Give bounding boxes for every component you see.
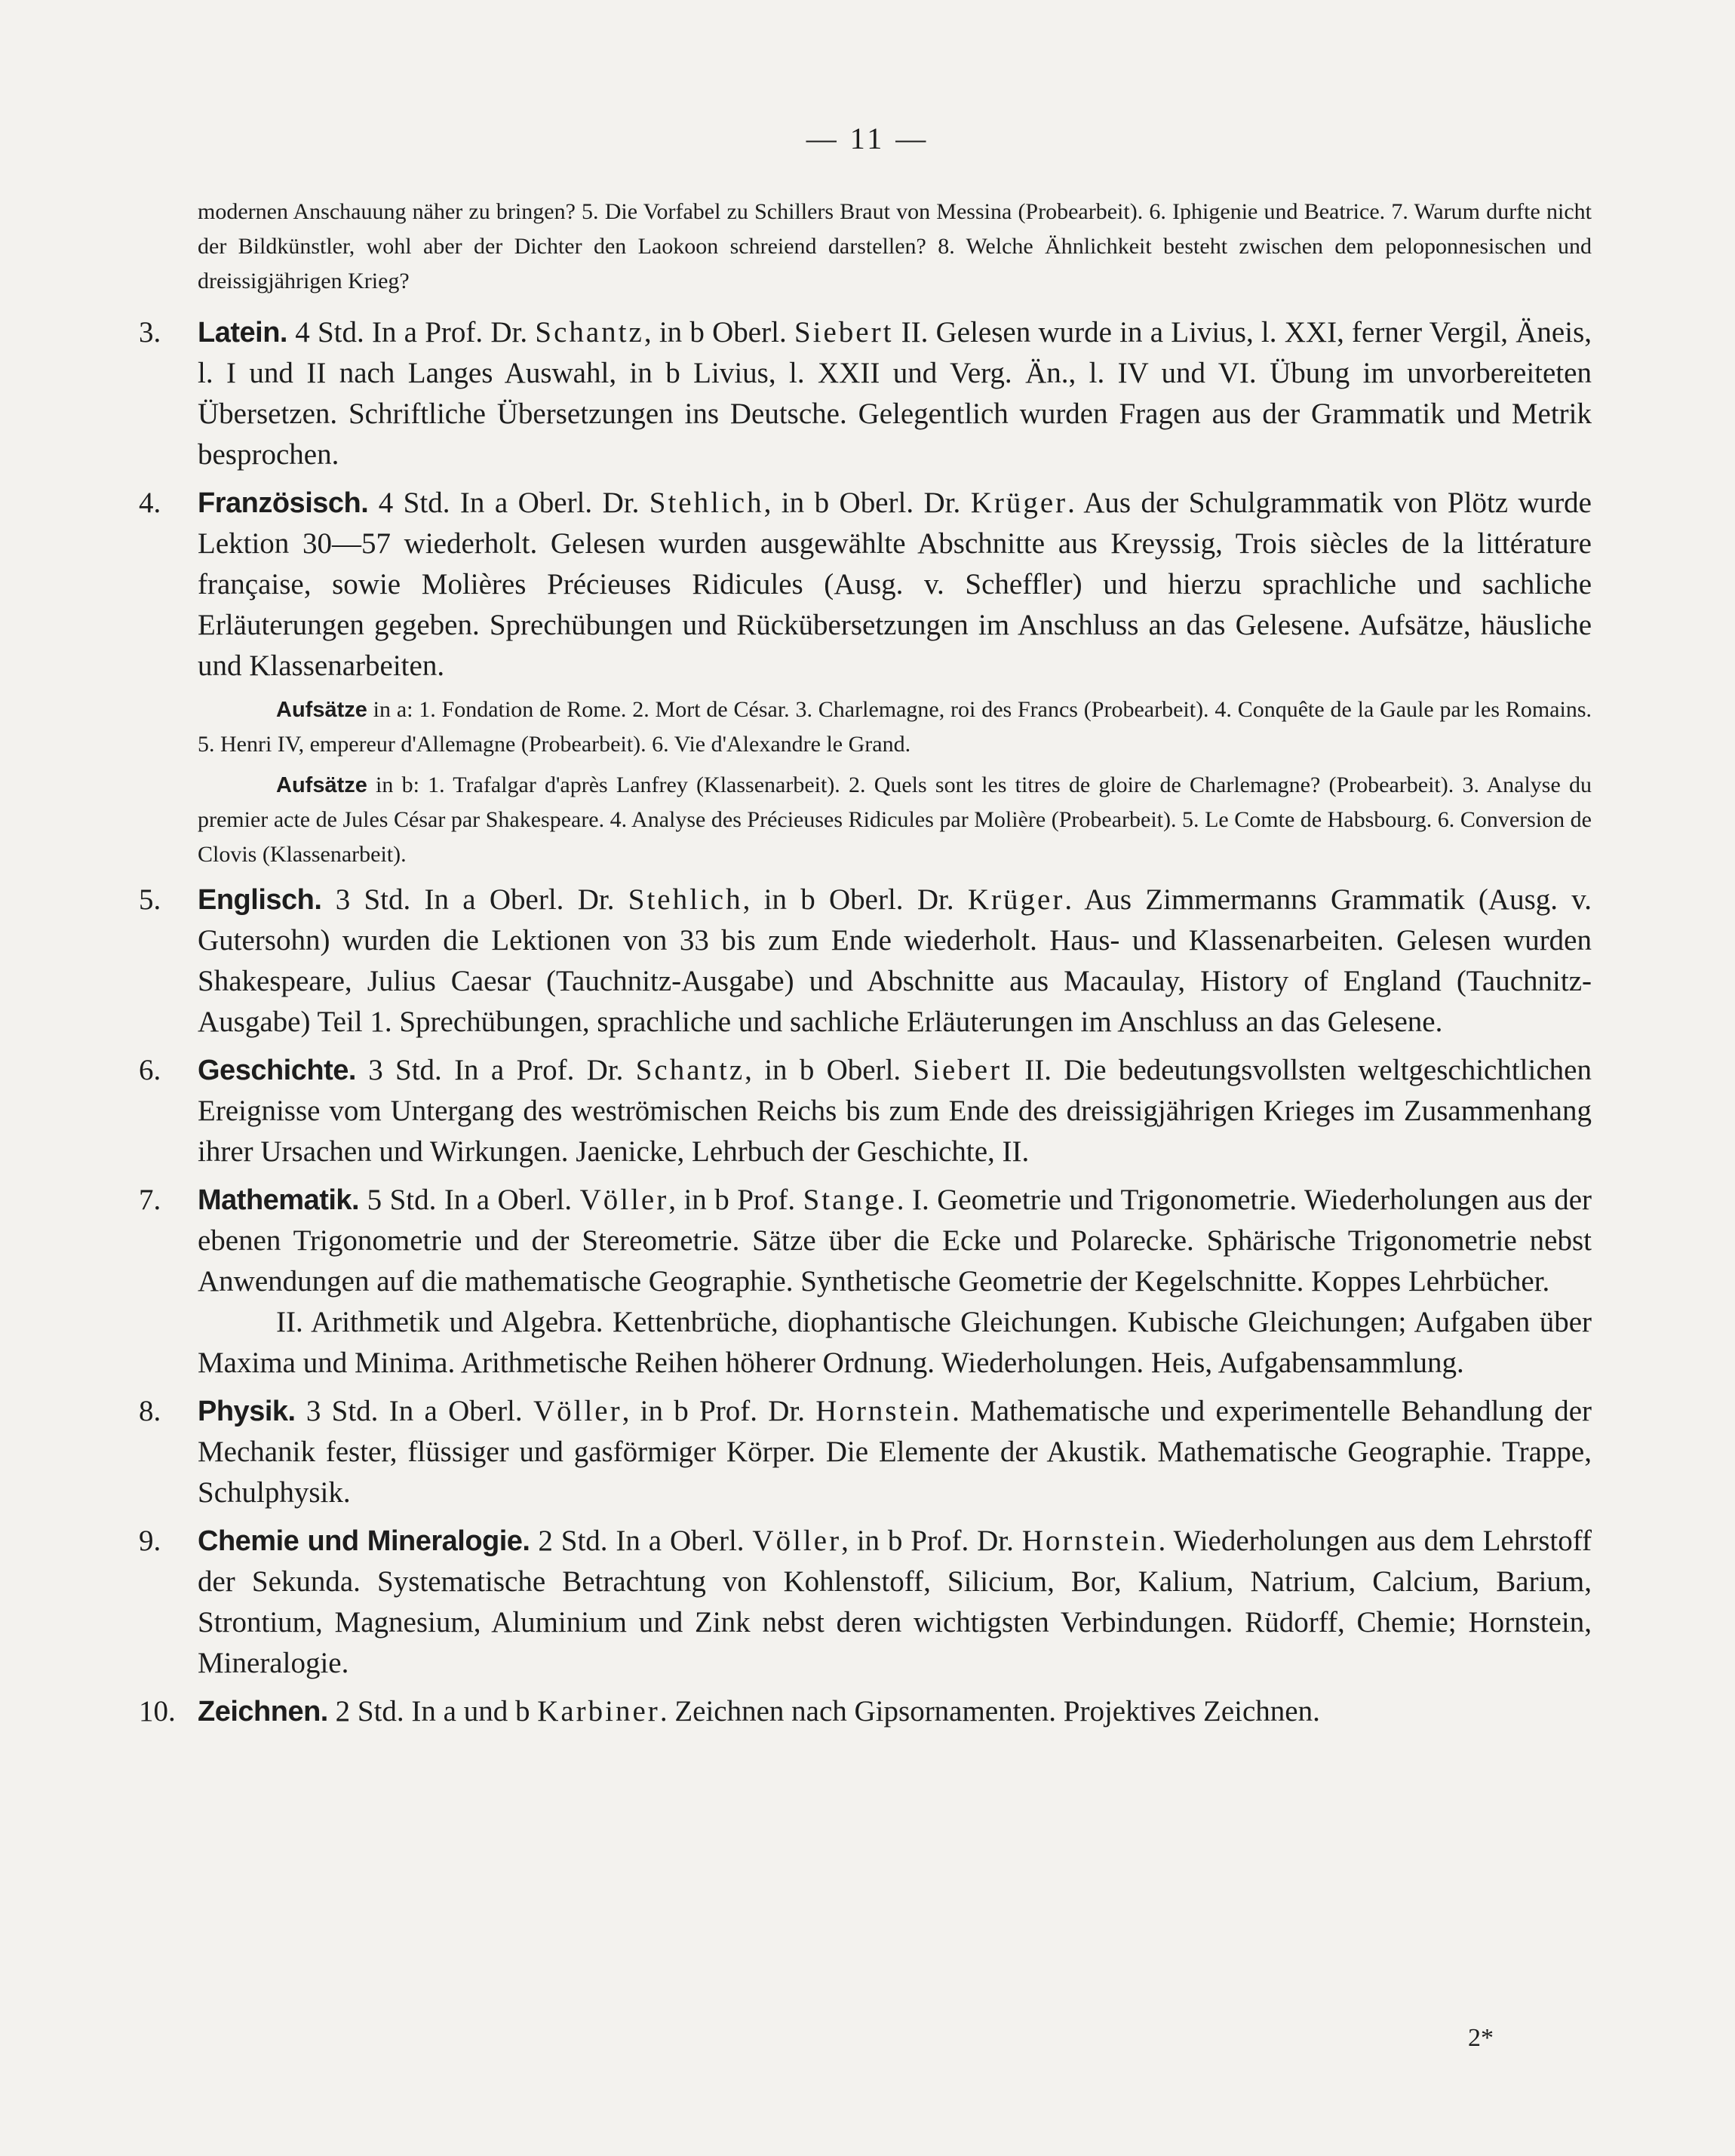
section-text: 5 Std. In a Oberl. [359, 1184, 580, 1216]
aufsaetze-list: in a: 1. Fondation de Rome. 2. Mort de César. 3. Charlemagne, roi des Francs (Probearbeit). 4. Conquête de la Gaule par les Romains. 5. Henri IV, empereur d'Allemagne (Probearbeit). 6. Vie d'Alexandre le Grand. [198, 697, 1592, 757]
section-number: 9. [139, 1525, 161, 1557]
teacher-name: Schantz [535, 316, 644, 349]
section-title: Französisch. [198, 487, 369, 519]
section-text: , in b Oberl. [643, 316, 794, 349]
teacher-name: Krüger [967, 883, 1065, 916]
section-title: Physik. [198, 1396, 296, 1427]
section-englisch [139, 880, 1592, 1043]
teacher-name: Stange [803, 1184, 897, 1216]
section-number: 10. [139, 1695, 176, 1728]
intro-paragraph: modernen Anschauung näher zu bringen? 5. Die Vorfabel zu Schillers Braut von Messina (Probearbeit). 6. Iphigenie und Beatrice. 7. Warum durfte nicht der Bildkünstler, wohl aber der Dichter den Laokoon schreiend darstellen? 8. Welche Ähnlichkeit besteht zwischen dem peloponnesischen und dreissigjährigen Krieg? [198, 199, 1592, 293]
section-text: 2 Std. In a Oberl. [530, 1525, 753, 1557]
section-text: , in b Oberl. Dr. [763, 487, 971, 519]
section-text: , in b Prof. Dr. [622, 1395, 816, 1427]
aufsaetze-a [198, 693, 1592, 762]
section-text: II. Die bedeutungsvollsten weltgeschichtlichen Ereignisse vom Untergang des weströmischen Reichs bis zum Ende des dreissigjährigen Krieges im Zusammenhang ihrer Ursachen und Wirkungen. Jaenicke, Lehrbuch der Geschichte, II. [198, 1054, 1592, 1168]
section-mathematik [139, 1180, 1592, 1384]
section-text: 4 Std. In a Prof. Dr. [287, 316, 536, 349]
section-subpart: II. Arithmetik und Algebra. Kettenbrüche, diophantische Gleichungen. Kubische Gleichungen; Aufgaben über Maxima und Minima. Arithmetische Reihen höherer Ordnung. Wiederholungen. Heis, Aufgabensammlung. [198, 1306, 1592, 1379]
page-body [139, 195, 1592, 1732]
section-text: 2 Std. In a und b [327, 1695, 538, 1728]
section-number: 8. [139, 1395, 161, 1427]
section-number: 3. [139, 316, 161, 349]
teacher-name: Schantz [635, 1054, 745, 1086]
aufsaetze-heading: Aufsätze [276, 773, 367, 797]
section-text: , in b Prof. [668, 1184, 803, 1216]
aufsaetze-list: in b: 1. Trafalgar d'après Lanfrey (Klassenarbeit). 2. Quels sont les titres de gloire de Charlemagne? (Probearbeit). 3. Analyse du premier acte de Jules César par Shakespeare. 4. Analyse des Précieuses Ridicules par Molière (Probearbeit). 5. Le Comte de Habsbourg. 6. Conversion de Clovis (Klassenarbeit). [198, 772, 1592, 867]
teacher-name: Völler [579, 1184, 669, 1216]
section-latein [139, 312, 1592, 475]
section-title: Zeichnen. [198, 1696, 328, 1728]
section-chemie [139, 1521, 1592, 1684]
teacher-name: Völler [533, 1395, 622, 1427]
signature-mark: 2* [1468, 2024, 1494, 2052]
teacher-name: Stehlich [649, 487, 764, 519]
section-number: 7. [139, 1184, 161, 1216]
section-text: . Aus Zimmermanns Grammatik (Ausg. v. Gutersohn) wurden die Lektionen von 33 bis zum Ende wiederholt. Haus- und Klassenarbeiten. Gelesen wurden Shakespeare, Julius Caesar (Tauchnitz-Ausgabe) und Abschnitte aus Macaulay, History of England (Tauchnitz-Ausgabe) Teil 1. Sprechübungen, sprachliche und sachliche Erläuterungen im Anschluss an das Gelesene. [198, 883, 1592, 1038]
section-text: 3 Std. In a Oberl. [295, 1395, 533, 1427]
teacher-name: Hornstein [815, 1395, 953, 1427]
section-franzoesisch [139, 483, 1592, 686]
section-number: 5. [139, 883, 161, 916]
teacher-name: Krüger [970, 487, 1068, 519]
section-text: , in b Oberl. Dr. [742, 883, 968, 916]
teacher-name: Siebert [913, 1054, 1012, 1086]
section-zeichnen [139, 1691, 1592, 1732]
section-title: Chemie und Mineralogie. [198, 1525, 530, 1557]
section-title: Latein. [198, 317, 287, 349]
section-text: . Zeichnen nach Gipsornamenten. Projektives Zeichnen. [659, 1695, 1320, 1728]
page-number: — 11 — [806, 121, 929, 155]
section-text: 3 Std. In a Prof. Dr. [355, 1054, 636, 1086]
teacher-name: Siebert [794, 316, 894, 349]
teacher-name: Stehlich [628, 883, 743, 916]
teacher-name: Völler [752, 1525, 842, 1557]
section-text: , in b Oberl. [745, 1054, 914, 1086]
section-text: . Aus der Schulgrammatik von Plötz wurde Lektion 30—57 wiederholt. Gelesen wurden ausgewählte Abschnitte aus Kreyssig, Trois siècles de la littérature française, sowie Molières Précieuses Ridicules (Ausg. v. Scheffler) und hierzu sprachliche und sachliche Erläuterungen gegeben. Sprechübungen und Rückübersetzungen im Anschluss an das Gelesene. Aufsätze, häusliche und Klassenarbeiten. [198, 487, 1592, 682]
section-geschichte [139, 1050, 1592, 1172]
section-text: . Wiederholungen aus dem Lehrstoff der Sekunda. Systematische Betrachtung von Kohlenstoff, Silicium, Bor, Kalium, Natrium, Calcium, Barium, Strontium, Magnesium, Aluminium und Zink nebst deren wichtigsten Verbindungen. Rüdorff, Chemie; Hornstein, Mineralogie. [198, 1525, 1592, 1679]
section-text: . I. Geometrie und Trigonometrie. Wiederholungen aus der ebenen Trigonometrie und der Stereometrie. Sätze über die Ecke und Polarecke. Sphärische Trigonometrie nebst Anwendungen auf die mathematische Geographie. Synthetische Geometrie der Kegelschnitte. Koppes Lehrbücher. [198, 1184, 1592, 1298]
section-text: II. Gelesen wurde in a Livius, l. XXI, ferner Vergil, Äneis, l. I und II nach Langes Auswahl, in b Livius, l. XXII und Verg. Än., l. IV und VI. Übung im unvorbereiteten Übersetzen. Schriftliche Übersetzungen ins Deutsche. Gelegentlich wurden Fragen aus der Grammatik und Metrik besprochen. [198, 316, 1592, 471]
section-number: 4. [139, 487, 161, 519]
section-title: Geschichte. [198, 1055, 356, 1086]
aufsaetze-heading: Aufsätze [276, 698, 367, 722]
section-text: . Mathematische und experimentelle Behandlung der Mechanik fester, flüssiger und gasförmiger Körper. Die Elemente der Akustik. Mathematische Geographie. Trappe, Schulphysik. [198, 1395, 1592, 1509]
teacher-name: Karbiner [537, 1695, 660, 1728]
section-number: 6. [139, 1054, 161, 1086]
aufsaetze-b [198, 768, 1592, 872]
section-text: 4 Std. In a Oberl. Dr. [368, 487, 649, 519]
teacher-name: Hornstein [1021, 1525, 1159, 1557]
section-title: Mathematik. [198, 1184, 360, 1216]
section-text: , in b Prof. Dr. [841, 1525, 1022, 1557]
section-physik [139, 1391, 1592, 1513]
section-title: Englisch. [198, 884, 322, 916]
section-text: 3 Std. In a Oberl. Dr. [321, 883, 628, 916]
